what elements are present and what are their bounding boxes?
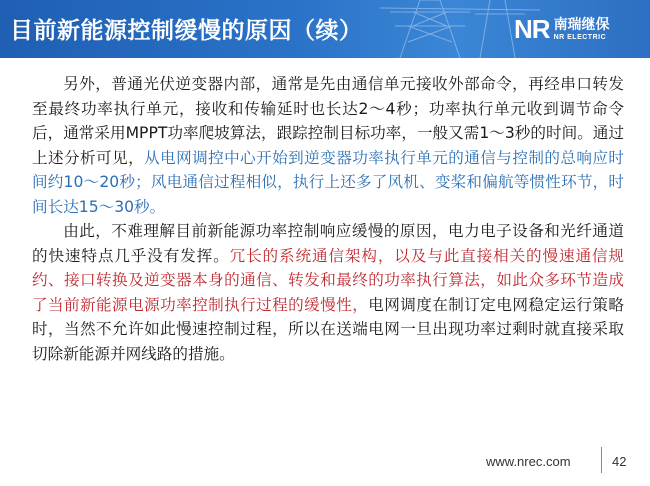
paragraph-2-conclusion: 电网调度在制订定电网稳定运行策略时，当然不允许如此慢速控制过程，所以在送端电网一旦出现功率过剩时就直接采取切除新能源并网线路的措施。 xyxy=(32,295,624,363)
slide-header xyxy=(0,0,650,58)
paragraph-1 xyxy=(32,72,624,219)
footer-divider xyxy=(601,447,602,473)
page-number: 42 xyxy=(612,454,627,469)
paragraph-1-text: 另外，普通光伏逆变器内部，通常是先由通信单元接收外部命令，再经串口转发至最终功率执行单元，接收和传输延时也长达2～4秒；功率执行单元收到调节命令后，通常采用MPPT功率爬坡算法，跟踪控制目标功率，一般又需1～3秒的时间。通过上述分析可见， xyxy=(32,75,624,167)
footer-url: www.nrec.com xyxy=(486,454,571,469)
logo-english-name: NR ELECTRIC xyxy=(553,33,607,41)
company-logo xyxy=(514,13,632,45)
paragraph-2-highlight: 冗长的系统通信架构，以及与此直接相关的慢速通信规约、接口转换及逆变器本身的通信、转发和最终的功率执行算法，如此众多环节造成了当前新能源电源功率控制执行过程的缓慢性， xyxy=(32,246,624,314)
logo-text xyxy=(554,17,610,42)
logo-chinese-name: 南瑞继保 xyxy=(553,16,610,33)
paragraph-2 xyxy=(32,219,624,366)
slide-title: 目前新能源控制缓慢的原因（续） xyxy=(10,18,363,44)
logo-mark: NR xyxy=(514,14,550,44)
paragraph-2-intro: 由此，不难理解目前新能源功率控制响应缓慢的原因，电力电子设备和光纤通道的快速特点几乎没有发挥。 xyxy=(32,222,624,265)
paragraph-1-highlight: 从电网调控中心开始到逆变器功率执行单元的通信与控制的总响应时间约10～20秒；风电通信过程相似，执行上还多了风机、变桨和偏航等惯性环节，时间长达15～30秒。 xyxy=(32,148,624,216)
slide-body xyxy=(32,72,624,366)
